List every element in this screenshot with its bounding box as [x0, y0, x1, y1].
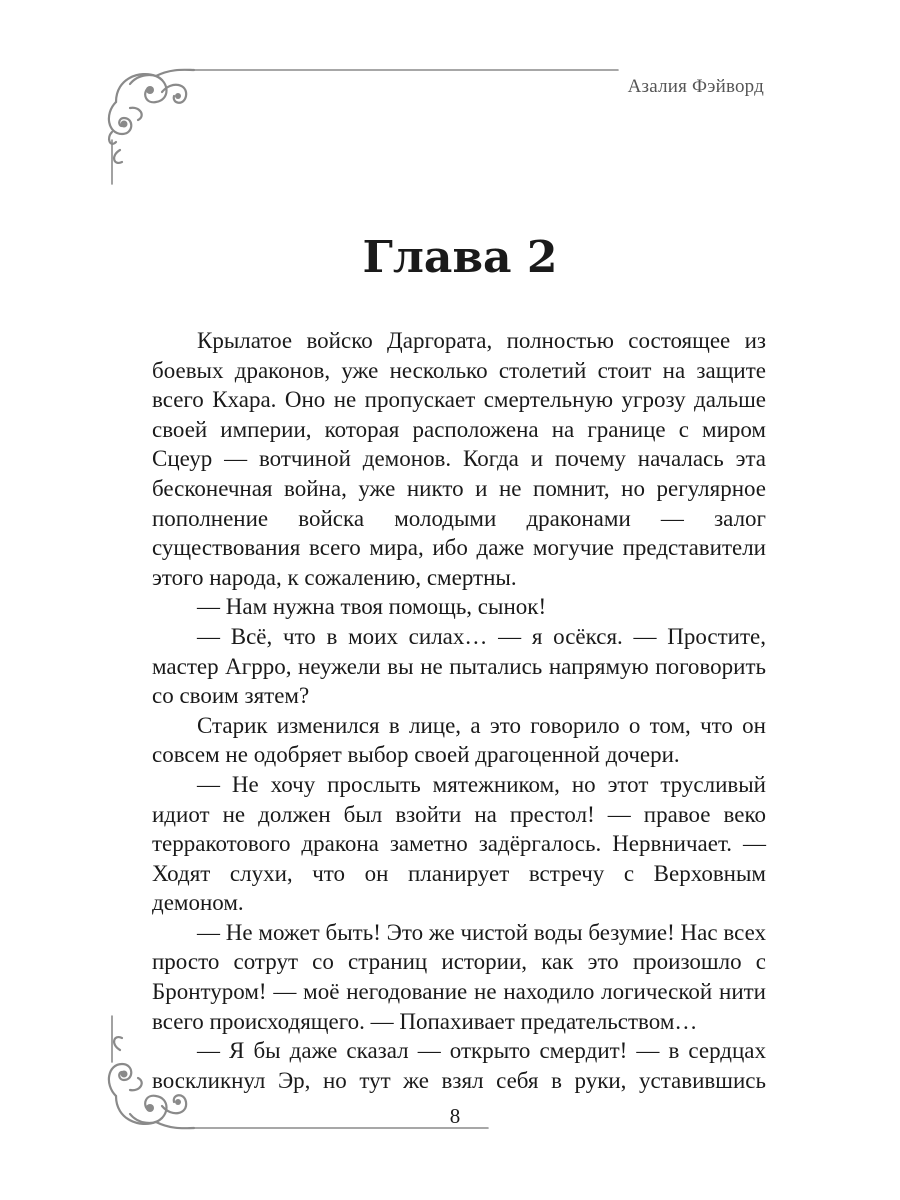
paragraph: — Не хочу прослыть мятежником, но этот трусливый идиот не должен был взойти на престол! — правое веко терракотового дракона заметно задёргалось. Нервничает. — Ходят слухи, что он планирует встречу с Верховным демоном. [152, 771, 766, 916]
running-head-author: Азалия Фэйворд [627, 76, 764, 97]
paragraph: Крылатое войско Даргората, полностью состоящее из боевых драконов, уже несколько столетий стоит на защите всего Кхара. Оно не пропускает смертельную угрозу дальше своей империи, которая расположена на границе с миром Сцеур — вотчиной демонов. Когда и почему началась эта бесконечная война, уже никто и не помнит, но регулярное пополнение войска молодыми драконами — залог существования всего мира, ибо даже могучие представители этого народа, к сожалению, смертны. [152, 328, 766, 590]
corner-flourish-top-left-icon [100, 62, 620, 192]
page-number: 8 [449, 1104, 461, 1128]
paragraph: — Нам нужна твоя помощь, сынок! [197, 594, 547, 620]
paragraph: — Не может быть! Это же чистой воды безумие! Нас всех просто сотрут со страниц истории, как это произошло с Бронтуром! — моё негодование не находило логической нити всего происходящего. — Попахивает предательством… [152, 919, 766, 1034]
chapter-title: Глава 2 [362, 232, 558, 283]
paragraph: — Всё, что в моих силах… — я осёкся. — Простите, мастер Агрро, неужели вы не пытались напрямую поговорить со своим зятем? [152, 623, 766, 709]
body-text [152, 326, 766, 1095]
paragraph: — Я бы даже сказал — открыто смердит! — в сердцах воскликнул Эр, но тут же взял себя в руки, уставившись [152, 1038, 766, 1093]
paragraph: Старик изменился в лице, а это говорило о том, что он совсем не одобряет выбор своей драгоценной дочери. [152, 712, 766, 768]
corner-flourish-bottom-left-icon [100, 1010, 490, 1135]
